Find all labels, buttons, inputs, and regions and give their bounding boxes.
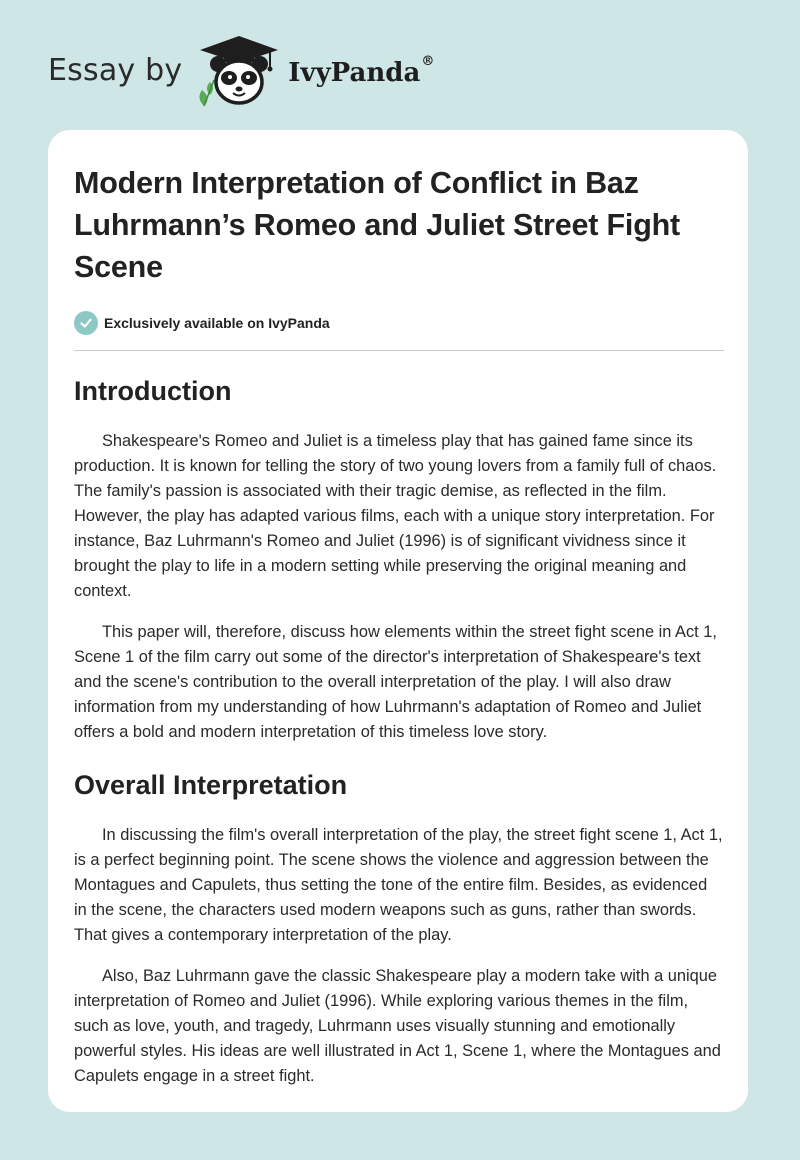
badge-text: Exclusively available on IvyPanda (104, 315, 330, 331)
exclusive-badge (74, 310, 724, 336)
brand-text: IvyPanda (288, 58, 421, 88)
paragraph: Shakespeare's Romeo and Juliet is a timeless play that has gained fame since its production. It is known for telling the story of two young lovers from a family full of chaos. The family's passion is associated with their tragic demise, as reflected in the film. However, the play has adapted various films, each with a unique story interpretation. For instance, Baz Luhrmann's Romeo and Juliet (1996) is of significant vividness since it brought the play to life in a modern setting while preserving the original meaning and context. (74, 432, 717, 600)
divider (74, 350, 724, 351)
section-heading-overall-interpretation: Overall Interpretation (74, 770, 348, 800)
essay-content (74, 162, 724, 1089)
check-circle-icon (74, 311, 98, 335)
section-heading-introduction: Introduction (74, 376, 232, 406)
paragraph: This paper will, therefore, discuss how elements within the street fight scene in Act 1, Scene 1 of the film carry out some of the director's interpretation of Shakespeare's text and the scene's contribution to the overall interpretation of the play. I will also draw information from my understanding of how Luhrmann's adaptation of Romeo and Juliet offers a bold and modern interpretation of this timeless love story. (74, 623, 717, 741)
registered-mark: ® (421, 54, 435, 69)
brand-name (288, 54, 435, 88)
ivypanda-logo[interactable] (196, 32, 434, 113)
paragraph: In discussing the film's overall interpretation of the play, the street fight scene 1, Act 1, is a perfect beginning point. The scene shows the violence and aggression between the Montagues and Capulets, thus setting the tone of the entire film. Besides, as evidenced in the scene, the characters used modern weapons such as guns, rather than swords. That gives a contemporary interpretation of the play. (74, 826, 723, 944)
essay-card (48, 130, 748, 1112)
site-header (48, 34, 434, 110)
paragraph: Also, Baz Luhrmann gave the classic Shakespeare play a modern take with a unique interpretation of Romeo and Juliet (1996). While exploring various themes in the film, such as love, youth, and tragedy, Luhrmann uses visually stunning and emotionally powerful styles. His ideas are well illustrated in Act 1, Scene 1, where the Montagues and Capulets engage in a street fight. (74, 967, 721, 1085)
panda-graduate-icon (196, 32, 282, 113)
essay-by-label: Essay by (48, 52, 183, 88)
essay-title: Modern Interpretation of Conflict in Baz Luhrmann’s Romeo and Juliet Street Fight Scene (74, 166, 681, 284)
